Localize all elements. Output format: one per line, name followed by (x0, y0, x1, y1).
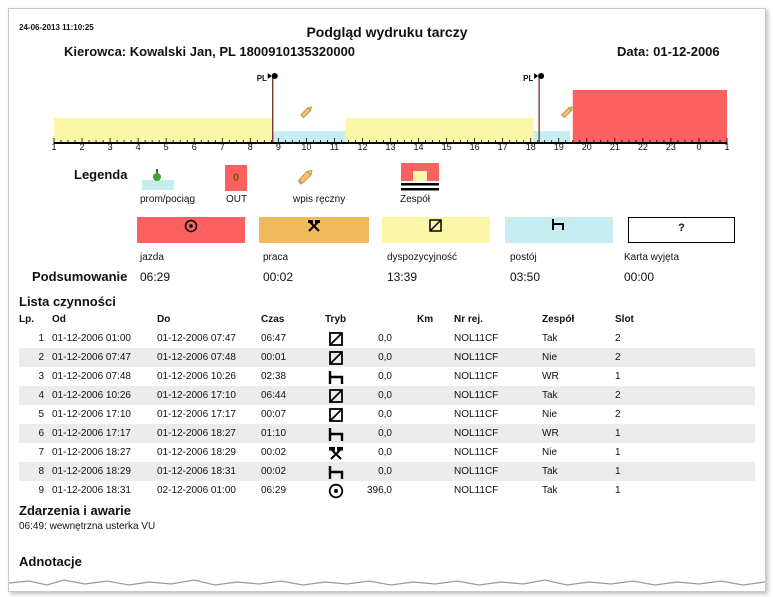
question-icon: ? (678, 222, 685, 234)
cell-slot: 1 (615, 371, 621, 382)
cell-slot: 1 (615, 447, 621, 458)
cell-do: 02-12-2006 01:00 (157, 485, 236, 496)
cell-czas: 00:01 (261, 352, 287, 363)
legend-label-out: OUT (226, 194, 248, 205)
bed-icon (328, 426, 344, 442)
cell-zespol: Tak (542, 390, 558, 401)
timeline-hour-label: 4 (135, 142, 141, 152)
driver-info (64, 44, 355, 59)
summary-value-karta: 00:00 (624, 270, 655, 284)
cell-zespol: Tak (542, 485, 558, 496)
cell-nr: NOL11CF (454, 428, 499, 439)
cell-lp: 8 (38, 466, 44, 477)
summary-label-jazda: jazda (140, 252, 164, 263)
summary-value-dyspozycyjnosc: 13:39 (387, 270, 418, 284)
cell-nr: NOL11CF (454, 333, 499, 344)
cell-czas: 00:02 (261, 466, 287, 477)
country-label: PL (256, 74, 267, 83)
timeline-hour-label: 9 (275, 142, 281, 152)
cell-slot: 2 (615, 390, 621, 401)
table-row (19, 348, 755, 367)
driver-label: Kierowca: (64, 44, 127, 59)
summary-value-postoj: 03:50 (510, 270, 541, 284)
cell-czas: 06:29 (261, 485, 287, 496)
hammers-icon (328, 445, 344, 461)
timeline-hour-label: 8 (247, 142, 253, 152)
summary-value-jazda: 06:29 (140, 270, 171, 284)
cell-od: 01-12-2006 07:48 (52, 371, 131, 382)
cell-od: 01-12-2006 17:10 (52, 409, 131, 420)
pencil-icon (562, 106, 574, 118)
cell-do: 01-12-2006 07:47 (157, 333, 236, 344)
date-info (617, 44, 720, 59)
cell-czas: 02:38 (261, 371, 287, 382)
date-label: Data: (617, 44, 650, 59)
availability-icon (328, 331, 344, 347)
timeline-segment-dyspozycyjnosc (54, 118, 273, 142)
cell-nr: NOL11CF (454, 466, 499, 477)
summary-box-postoj (505, 217, 613, 243)
table-row (19, 405, 755, 424)
cell-czas: 06:47 (261, 333, 287, 344)
timeline-segment-dyspozycyjnosc (346, 118, 534, 142)
pencil-icon (296, 167, 316, 187)
cell-slot: 1 (615, 466, 621, 477)
cell-zespol: WR (542, 371, 559, 382)
timeline-hour-label: 7 (219, 142, 225, 152)
summary-label-praca: praca (263, 252, 289, 263)
bed-icon (328, 464, 344, 480)
out-icon (225, 165, 247, 191)
summary-value-praca: 00:02 (263, 270, 294, 284)
cell-lp: 3 (38, 371, 44, 382)
timeline-hour-label: 6 (191, 142, 197, 152)
cell-km: 396,0 (366, 485, 392, 496)
ferry-train-icon (140, 167, 176, 191)
timeline-hour-label: 1 (724, 142, 730, 152)
summary-label-karta: Karta wyjęta (624, 252, 680, 263)
timeline-hour-label: 19 (553, 142, 564, 152)
out-icon-text: 0 (232, 172, 240, 184)
cell-zespol: Tak (542, 333, 558, 344)
cell-km: 0,0 (378, 428, 392, 439)
cell-od: 01-12-2006 18:31 (52, 485, 131, 496)
cell-zespol: Tak (542, 466, 558, 477)
cell-zespol: WR (542, 428, 559, 439)
cell-lp: 9 (38, 485, 44, 496)
cell-do: 01-12-2006 17:17 (157, 409, 236, 420)
summary-label-postoj: postój (510, 252, 537, 263)
cell-do: 01-12-2006 17:10 (157, 390, 236, 401)
col-header-od: Od (52, 314, 66, 325)
cell-do: 01-12-2006 18:31 (157, 466, 236, 477)
cell-do: 01-12-2006 18:29 (157, 447, 236, 458)
timeline-hour-label: 20 (581, 142, 592, 152)
col-header-km: Km (417, 314, 434, 325)
timeline-hour-label: 12 (357, 142, 368, 152)
cell-slot: 2 (615, 352, 621, 363)
cell-nr: NOL11CF (454, 447, 499, 458)
annotations-title: Adnotacje (19, 554, 82, 569)
cell-nr: NOL11CF (454, 485, 499, 496)
col-header-slot: Slot (615, 314, 634, 325)
timeline-hour-label: 23 (665, 142, 676, 152)
cell-km: 0,0 (378, 466, 392, 477)
cell-zespol: Nie (542, 352, 558, 363)
cell-km: 0,0 (378, 371, 392, 382)
timeline-hour-label: 2 (79, 142, 85, 152)
page-title: Podgląd wydruku tarczy (306, 24, 468, 40)
print-timestamp: 24-06-2013 11:10:25 (19, 23, 94, 32)
timeline-hour-label: 16 (469, 142, 480, 152)
col-header-zespol: Zespół (542, 314, 575, 325)
table-row (19, 462, 755, 481)
event-item: 06:49: wewnętrzna usterka VU (19, 521, 156, 532)
legend-label-manual: wpis ręczny (293, 194, 346, 205)
country-flag-icon (268, 73, 272, 79)
availability-icon (328, 350, 344, 366)
timeline-hour-label: 22 (637, 142, 648, 152)
team-icon (401, 163, 439, 191)
cell-do: 01-12-2006 07:48 (157, 352, 236, 363)
timeline-hour-label: 1 (51, 142, 57, 152)
col-header-do: Do (157, 314, 171, 325)
table-row (19, 481, 755, 500)
torn-paper-edge (9, 569, 765, 592)
cell-od: 01-12-2006 18:29 (52, 466, 131, 477)
col-header-tryb: Tryb (325, 314, 347, 325)
country-flag-icon (272, 73, 278, 79)
cell-km: 0,0 (378, 352, 392, 363)
country-flag-icon (538, 73, 544, 79)
timeline-hour-label: 13 (385, 142, 396, 152)
timeline-hour-label: 10 (301, 142, 312, 152)
timeline-chart (9, 59, 765, 144)
table-row (19, 367, 755, 386)
timeline-hour-label: 15 (441, 142, 452, 152)
cell-do: 01-12-2006 10:26 (157, 371, 236, 382)
driver-value: Kowalski Jan, PL 1800910135320000 (129, 44, 356, 59)
legend-label-team: Zespół (400, 194, 431, 205)
table-row (19, 424, 755, 443)
cell-do: 01-12-2006 18:27 (157, 428, 236, 439)
cell-lp: 6 (38, 428, 44, 439)
cell-km: 0,0 (378, 390, 392, 401)
cell-nr: NOL11CF (454, 371, 499, 382)
cell-slot: 1 (615, 428, 621, 439)
cell-czas: 01:10 (261, 428, 287, 439)
cell-lp: 4 (38, 390, 44, 401)
steering-wheel-icon (328, 483, 344, 499)
summary-box-karta (628, 217, 735, 243)
cell-zespol: Nie (542, 447, 558, 458)
col-header-nr-rej: Nr rej. (454, 314, 483, 325)
cell-czas: 00:02 (261, 447, 287, 458)
table-row (19, 386, 755, 405)
cell-nr: NOL11CF (454, 409, 499, 420)
timeline-hour-label: 14 (413, 142, 424, 152)
country-label: PL (523, 74, 534, 83)
summary-box-jazda (137, 217, 245, 243)
cell-slot: 1 (615, 485, 621, 496)
pencil-icon (301, 106, 313, 118)
timeline-hour-label: 18 (525, 142, 536, 152)
timeline-hour-label: 21 (609, 142, 620, 152)
cell-nr: NOL11CF (454, 390, 499, 401)
timeline-hour-label: 11 (329, 142, 340, 152)
cell-czas: 06:44 (261, 390, 287, 401)
summary-title: Podsumowanie (32, 269, 128, 284)
cell-slot: 2 (615, 333, 621, 344)
cell-lp: 7 (38, 447, 44, 458)
cell-slot: 2 (615, 409, 621, 420)
timeline-hour-label: 0 (696, 142, 702, 152)
cell-czas: 00:07 (261, 409, 287, 420)
summary-box-praca (259, 217, 369, 243)
cell-km: 0,0 (378, 333, 392, 344)
cell-lp: 1 (38, 333, 44, 344)
summary-box-dyspozycyjnosc (382, 217, 490, 243)
activities-title: Lista czynności (19, 294, 116, 309)
cell-od: 01-12-2006 07:47 (52, 352, 131, 363)
cell-nr: NOL11CF (454, 352, 499, 363)
cell-od: 01-12-2006 18:27 (52, 447, 131, 458)
print-preview-page (8, 8, 766, 592)
timeline-hour-label: 3 (107, 142, 113, 152)
events-title: Zdarzenia i awarie (19, 503, 131, 518)
timeline-hour-label: 17 (497, 142, 508, 152)
cell-km: 0,0 (378, 447, 392, 458)
timeline-hour-label: 5 (163, 142, 169, 152)
availability-icon (328, 388, 344, 404)
date-value: 01-12-2006 (653, 44, 720, 59)
bed-icon (328, 369, 344, 385)
cell-zespol: Nie (542, 409, 558, 420)
legend-label-ferry: prom/pociąg (140, 194, 196, 205)
col-header-lp: Lp. (19, 314, 34, 325)
col-header-czas: Czas (261, 314, 285, 325)
cell-od: 01-12-2006 01:00 (52, 333, 131, 344)
cell-lp: 5 (38, 409, 44, 420)
availability-icon (328, 407, 344, 423)
summary-label-dyspozycyjnosc: dyspozycyjność (387, 252, 458, 263)
table-row (19, 443, 755, 462)
table-row (19, 329, 755, 348)
cell-lp: 2 (38, 352, 44, 363)
timeline-segment-jazda (573, 90, 727, 142)
cell-km: 0,0 (378, 409, 392, 420)
legend-title: Legenda (74, 167, 128, 182)
cell-od: 01-12-2006 10:26 (52, 390, 131, 401)
cell-od: 01-12-2006 17:17 (52, 428, 131, 439)
country-flag-icon (534, 73, 538, 79)
